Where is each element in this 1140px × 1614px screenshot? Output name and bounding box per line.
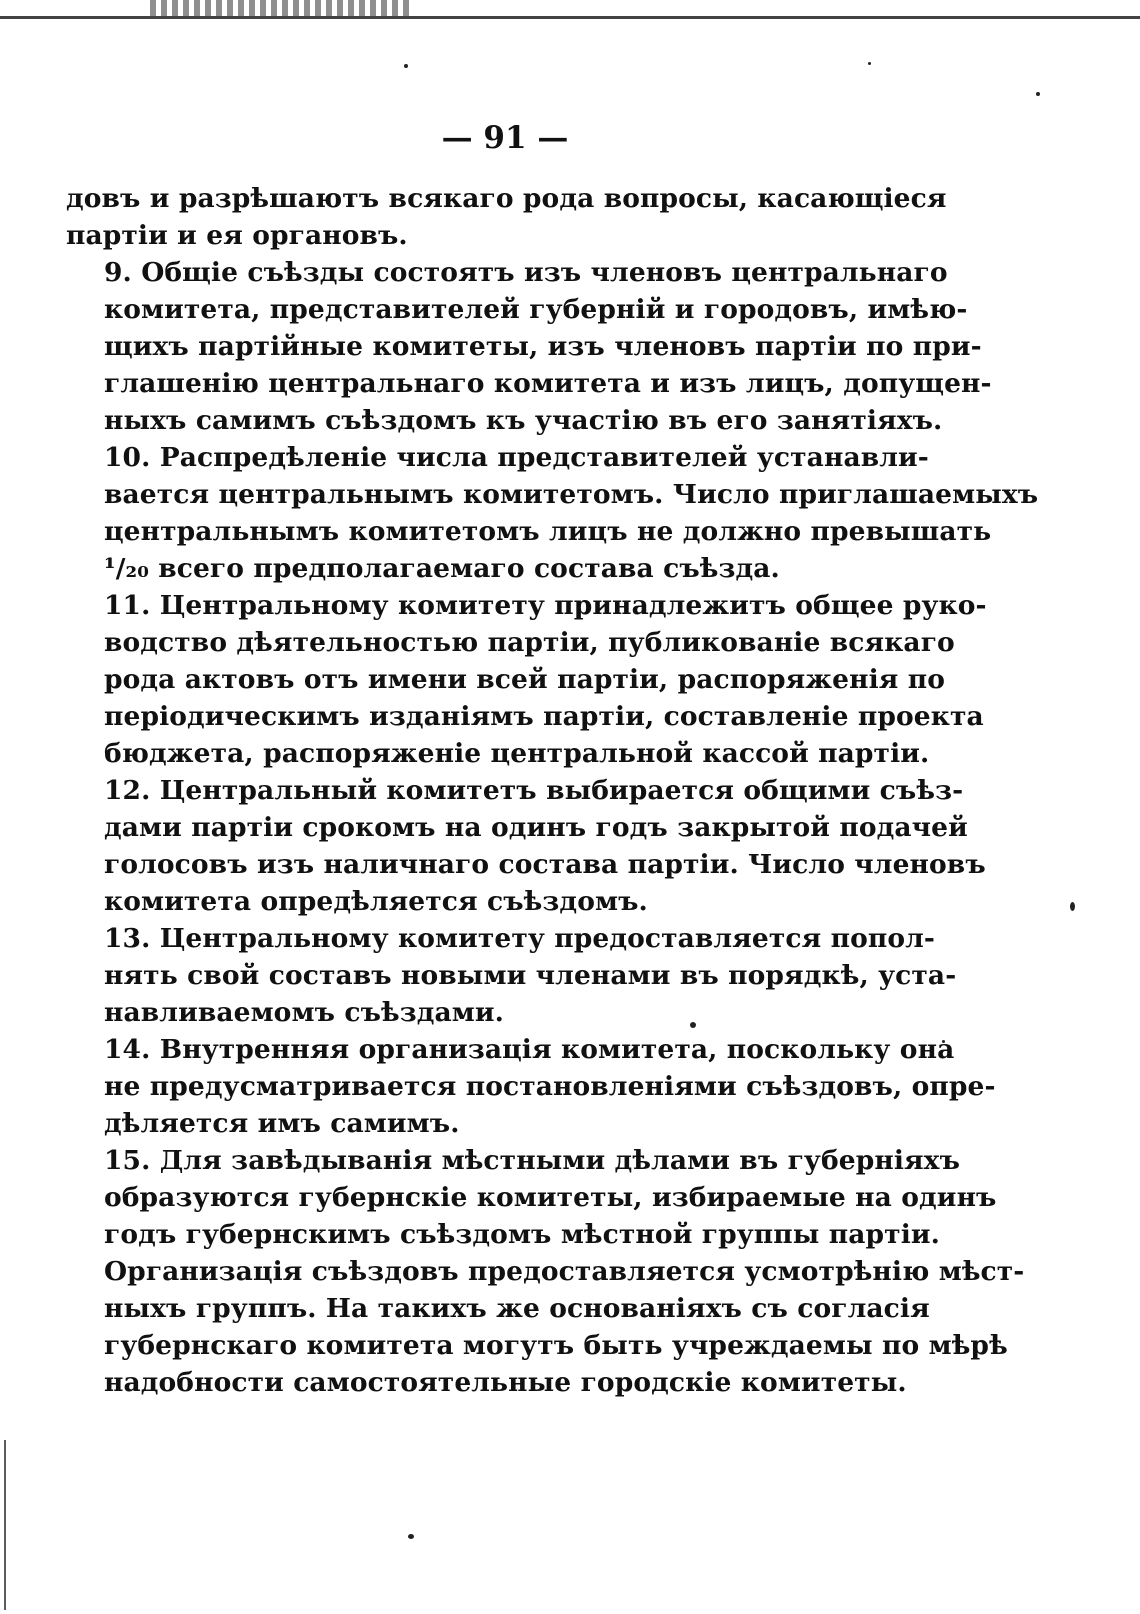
scan-top-rule	[0, 16, 1140, 19]
text-line: нять свой составъ новыми членами въ порядкѣ, уста-	[104, 960, 957, 991]
text-line: ныхъ группъ. На такихъ же основаніяхъ съ согласія	[104, 1293, 930, 1324]
text-line: довъ и разрѣшаютъ всякаго рода вопросы, касающіеся	[66, 183, 947, 214]
text-line: рода актовъ отъ имени всей партіи, распоряженія по	[104, 664, 946, 695]
page-text	[66, 180, 1039, 1401]
text-line: губернскаго комитета могутъ быть учреждаемы по мѣрѣ	[104, 1330, 1008, 1361]
text-line: бюджета, распоряженіе центральной кассой партіи.	[104, 738, 930, 769]
text-line: не предусматривается постановленіями съѣздовъ, опре-	[104, 1071, 996, 1102]
text-line: дѣляется имъ самимъ.	[104, 1108, 460, 1139]
text-line: образуются губернскіе комитеты, избираемые на одинъ	[104, 1182, 997, 1213]
scan-speck	[1036, 92, 1040, 96]
text-line: партіи и ея органовъ.	[66, 220, 408, 251]
paragraph-section-15	[66, 1142, 1025, 1401]
text-line: 10. Распредѣленіе числа представителей устанавли-	[104, 442, 929, 473]
text-line: центральнымъ комитетомъ лицъ не должно превышать	[104, 516, 992, 547]
text-line: 13. Центральному комитету предоставляется попол-	[104, 923, 936, 954]
text-line: дами партіи срокомъ на одинъ годъ закрытой подачей	[104, 812, 968, 843]
page-number: — 91 —	[441, 120, 569, 156]
text-line: Организація съѣздовъ предоставляется усмотрѣнію мѣст-	[104, 1256, 1025, 1287]
paragraph-section-14	[66, 1031, 996, 1142]
scan-left-edge	[4, 1440, 6, 1610]
paragraph-section-12	[66, 772, 986, 920]
scan-speck	[1070, 902, 1075, 911]
paragraph-continued	[66, 180, 947, 254]
scan-speck	[404, 64, 408, 68]
text-line: щихъ партійные комитеты, изъ членовъ партіи по при-	[104, 331, 982, 362]
text-line: комитета опредѣляется съѣздомъ.	[104, 886, 648, 917]
text-line: годъ губернскимъ съѣздомъ мѣстной группы партіи.	[104, 1219, 940, 1250]
paragraph-section-10	[66, 439, 1039, 587]
text-line: глашенію центральнаго комитета и изъ лицъ, допущен-	[104, 368, 992, 399]
text-line: голосовъ изъ наличнаго состава партіи. Число членовъ	[104, 849, 986, 880]
paragraph-section-9	[66, 254, 992, 439]
text-line: періодическимъ изданіямъ партіи, составленіе проекта	[104, 701, 984, 732]
text-line: надобности самостоятельные городскіе комитеты.	[104, 1367, 907, 1398]
text-line: 15. Для завѣдыванія мѣстными дѣлами въ губерніяхъ	[104, 1145, 961, 1176]
scan-speck	[868, 62, 871, 65]
text-line: навливаемомъ съѣздами.	[104, 997, 504, 1028]
paragraph-section-13	[66, 920, 957, 1031]
paragraph-section-11	[66, 587, 987, 772]
text-line: 12. Центральный комитетъ выбирается общими съѣз-	[104, 775, 964, 806]
text-line: водство дѣятельностью партіи, публикованіе всякаго	[104, 627, 955, 658]
text-line: вается центральнымъ комитетомъ. Число приглашаемыхъ	[104, 479, 1039, 510]
text-line: 14. Внутренняя организація комитета, поскольку она	[104, 1034, 955, 1065]
text-line: ¹/₂₀ всего предполагаемаго состава съѣзда.	[104, 553, 780, 584]
scan-speck	[408, 1534, 414, 1539]
scan-smudge	[150, 0, 410, 16]
text-line: 11. Центральному комитету принадлежитъ общее руко-	[104, 590, 987, 621]
text-line: 9. Общіе съѣзды состоятъ изъ членовъ центральнаго	[104, 257, 948, 288]
text-line: ныхъ самимъ съѣздомъ къ участію въ его занятіяхъ.	[104, 405, 943, 436]
text-line: комитета, представителей губерній и городовъ, имѣю-	[104, 294, 968, 325]
